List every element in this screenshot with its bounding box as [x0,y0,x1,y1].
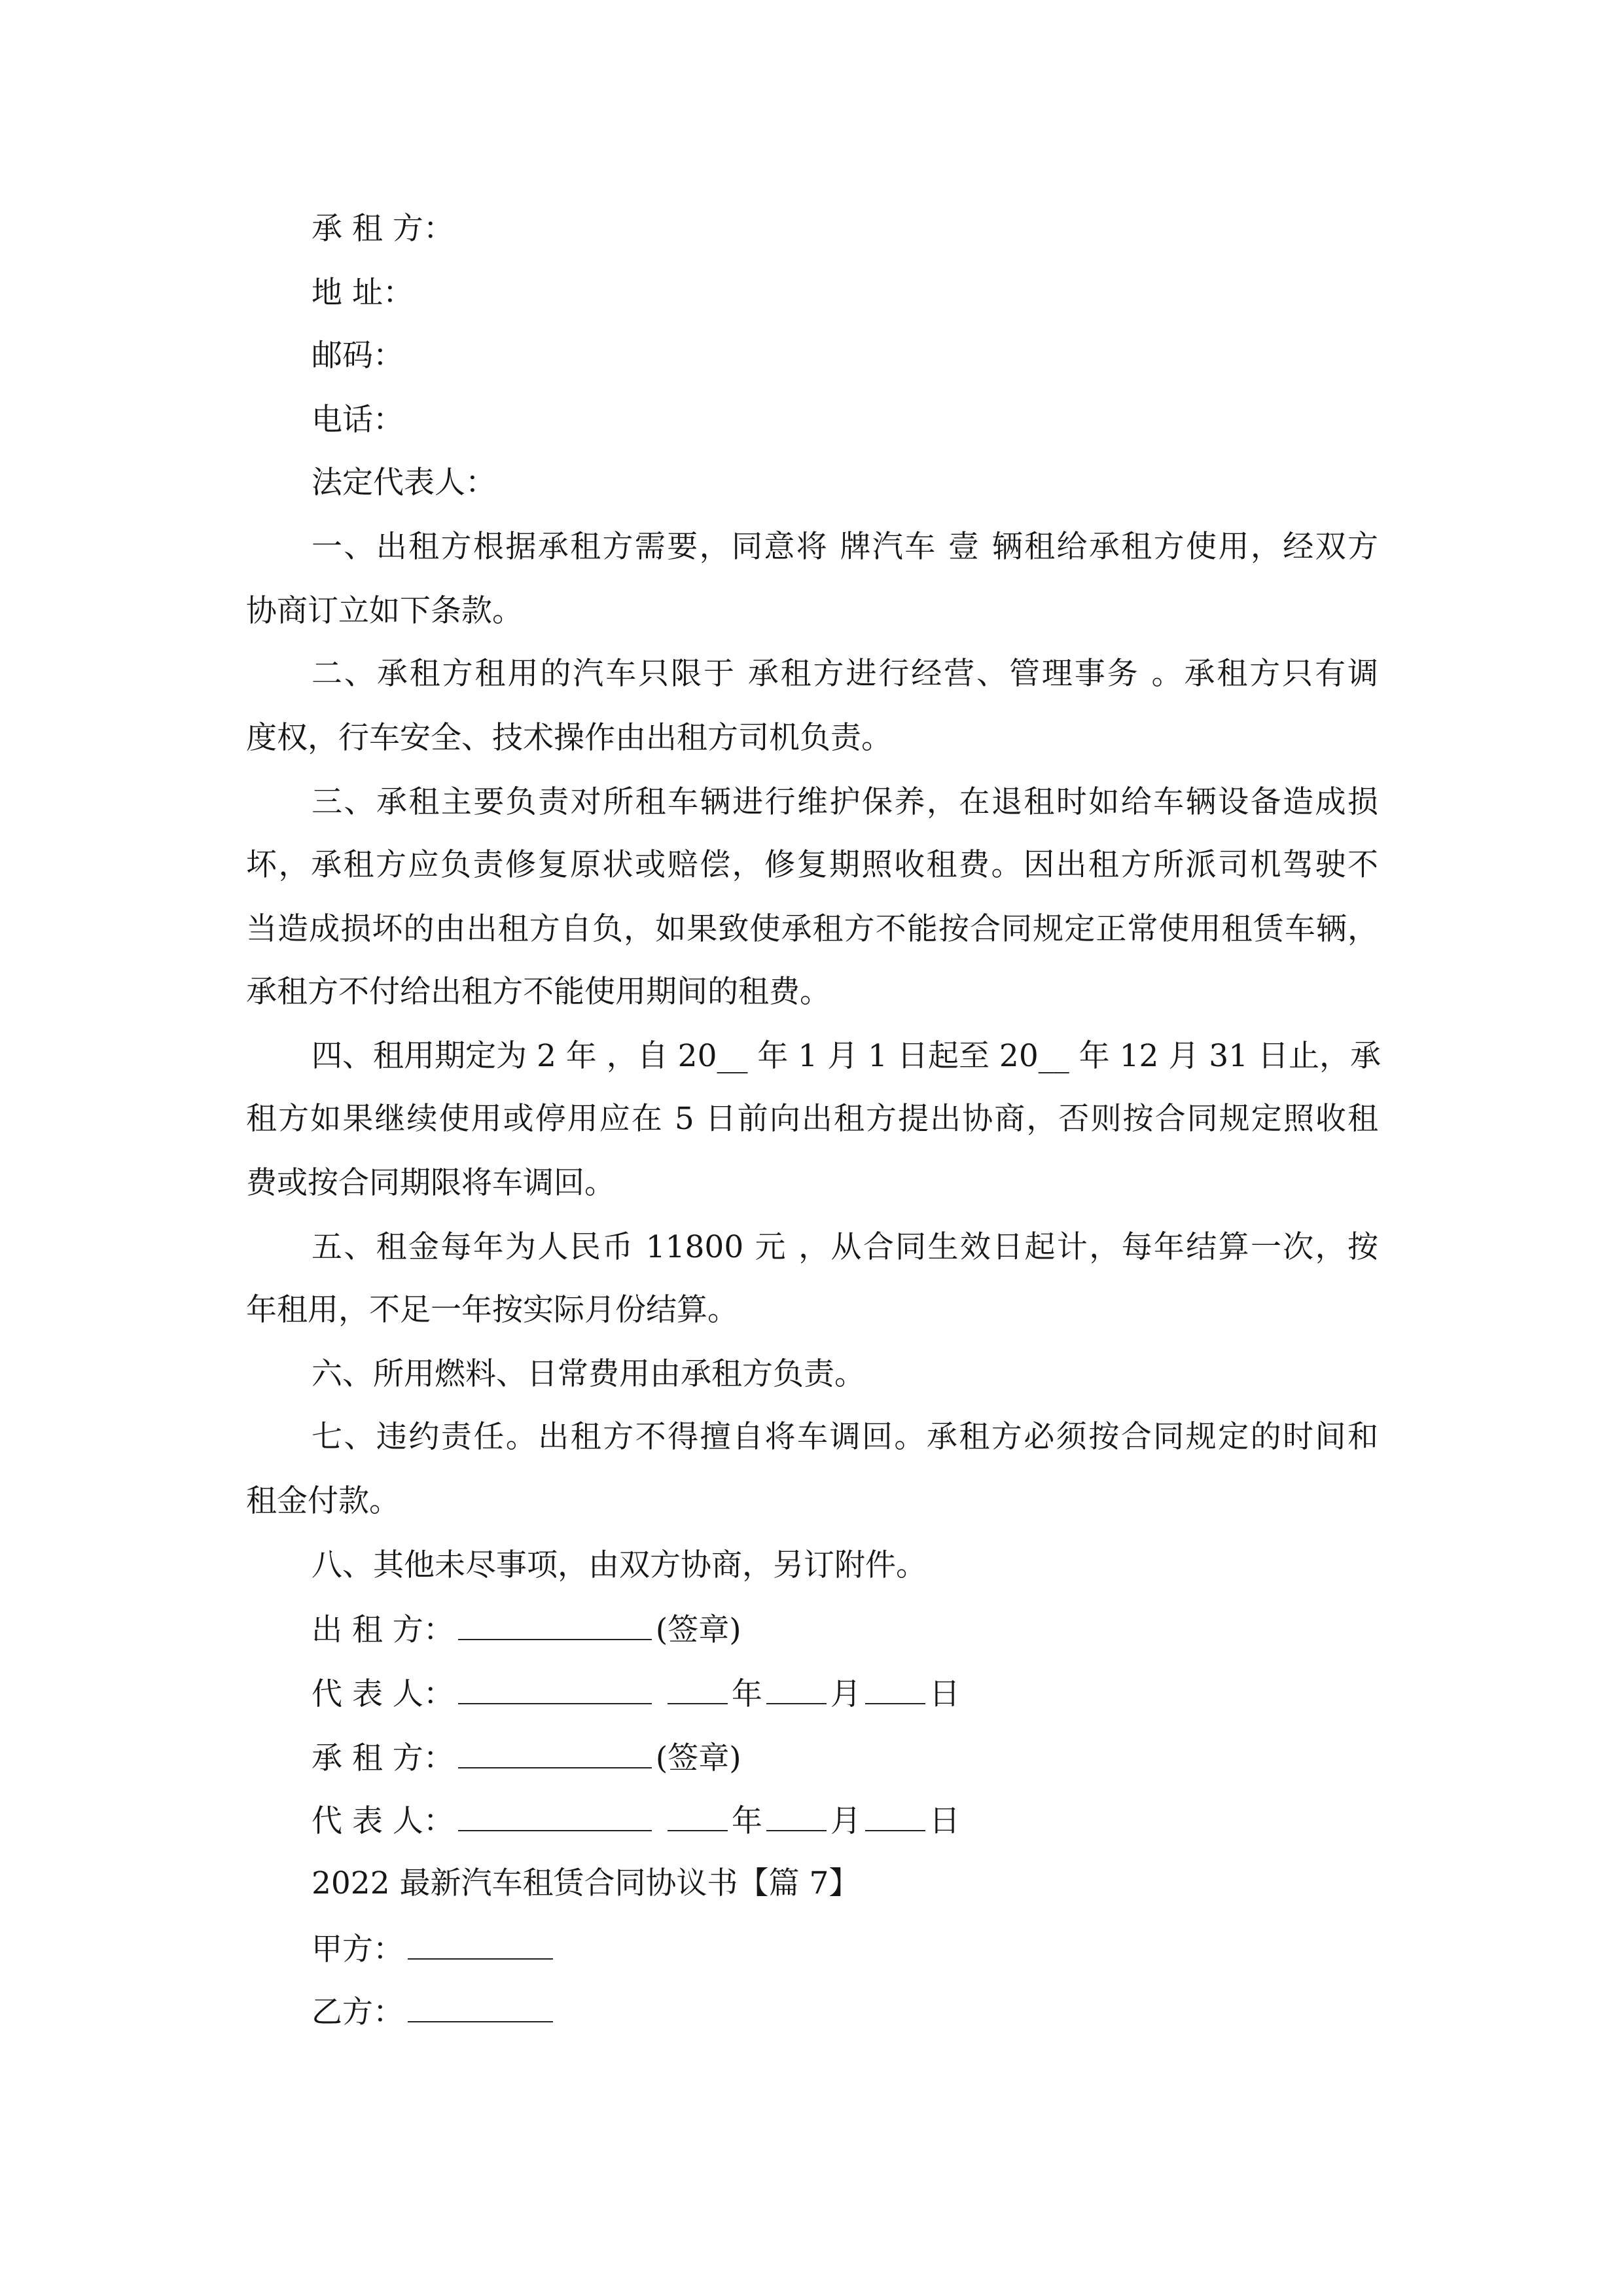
lessor-label: 出 租 方： [312,1612,454,1648]
clause-1-line-2: 协商订立如下条款。 [246,593,523,629]
lessor-seal: (签章) [655,1612,741,1648]
party-a-label: 甲方： [312,1931,404,1967]
clause-3-line-1: 三、承租主要负责对所租车辆进行维护保养，在退租时如给车辆设备造成损 [312,784,1378,820]
postcode-label: 邮码： [312,338,404,374]
rep1-label: 代 表 人： [312,1676,454,1712]
party-b-label: 乙方： [312,1994,404,2030]
rep2-signature-line [312,1800,960,1841]
rep2-month-blank [766,1800,827,1831]
clause-4-line-1: 四、租用期定为 2 年 ，自 20__ 年 1 月 1 日起至 20__ 年 12 月 31 日止，承 [312,1038,1382,1074]
rep1-signature-line [312,1673,960,1714]
rep1-month-blank [766,1673,827,1704]
legal-rep-label: 法定代表人： [312,465,496,501]
clause-1-line-1: 一、出租方根据承租方需要，同意将 牌汽车 壹 辆租给承租方使用，经双方 [312,529,1378,565]
section-7-title: 2022 最新汽车租赁合同协议书【篇 7】 [312,1865,860,1901]
party-a-blank [408,1928,553,1960]
clause-3-line-4: 承租方不付给出租方不能使用期间的租费。 [246,974,830,1010]
clause-5-line-2: 年租用，不足一年按实际月份结算。 [246,1292,738,1328]
lessee-label: 承 租 方： [312,211,454,247]
rep2-day-blank [865,1800,925,1831]
rep1-day: 日 [929,1676,960,1712]
clause-8-line-1: 八、其他未尽事项，由双方协商，另订附件。 [312,1547,927,1583]
clause-7-line-1: 七、违约责任。出租方不得擅自将车调回。承租方必须按合同规定的时间和 [312,1419,1378,1455]
rep2-month: 月 [830,1803,861,1839]
rep1-year-blank [668,1673,728,1704]
lessee-seal: (签章) [655,1740,741,1776]
clause-5-line-1: 五、租金每年为人民币 11800 元 ，从合同生效日起计，每年结算一次，按 [312,1229,1378,1265]
rep2-label: 代 表 人： [312,1803,454,1839]
rep1-year: 年 [731,1676,762,1712]
rep1-month: 月 [830,1676,861,1712]
party-a-line [312,1928,557,1969]
clause-7-line-2: 租金付款。 [246,1483,400,1519]
rep2-day: 日 [929,1803,960,1839]
address-label: 地 址： [312,275,414,311]
lessor-signature-blank [458,1609,652,1640]
phone-label: 电话： [312,402,404,438]
lessee-signature-blank [458,1737,652,1768]
clause-4-line-2: 租方如果继续使用或停用应在 5 日前向出租方提出协商，否则按合同规定照收租 [246,1101,1378,1137]
rep1-day-blank [865,1673,925,1704]
rep1-signature-blank [458,1673,652,1704]
rep2-year-blank [668,1800,728,1831]
clause-2-line-1: 二、承租方租用的汽车只限于 承租方进行经营、管理事务 。承租方只有调 [312,656,1378,692]
clause-4-line-3: 费或按合同期限将车调回。 [246,1165,615,1201]
clause-3-line-2: 坏，承租方应负责修复原状或赔偿，修复期照收租费。因出租方所派司机驾驶不 [246,847,1378,883]
rep2-signature-blank [458,1800,652,1831]
party-b-line [312,1991,557,2032]
rep2-year: 年 [731,1803,762,1839]
clause-6-line-1: 六、所用燃料、日常费用由承租方负责。 [312,1356,865,1392]
lessee-signature-line [312,1737,741,1778]
lessee-sign-label: 承 租 方： [312,1740,454,1776]
clause-2-line-2: 度权，行车安全、技术操作由出租方司机负责。 [246,720,892,756]
party-b-blank [408,1991,553,2022]
clause-3-line-3: 当造成损坏的由出租方自负，如果致使承租方不能按合同规定正常使用租赁车辆， [246,911,1378,947]
lessor-signature-line [312,1609,741,1650]
